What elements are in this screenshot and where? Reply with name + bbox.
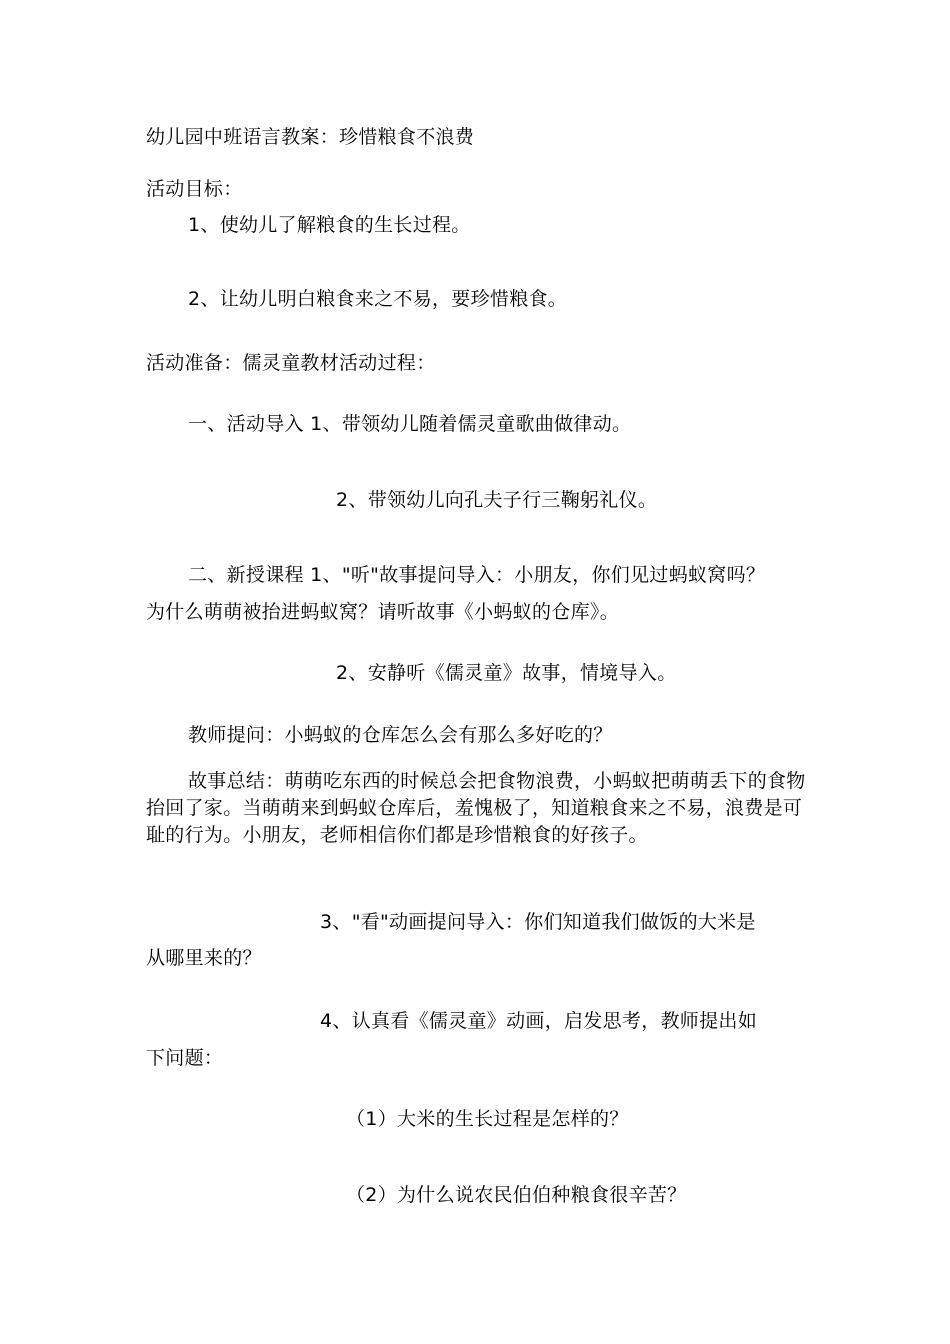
question-1: （1）大米的生长过程是怎样的？ — [346, 1108, 629, 1130]
question-2: （2）为什么说农民伯伯种粮食很辛苦？ — [346, 1184, 687, 1206]
preparation-text: 活动准备：儒灵童教材活动过程： — [146, 352, 436, 374]
goal-2: 2、让幼儿明白粮食来之不易，要珍惜粮食。 — [188, 288, 568, 310]
teacher-question: 教师提问：小蚂蚁的仓库怎么会有那么多好吃的？ — [188, 724, 613, 746]
step-3-line-1: 3、"看"动画提问导入：你们知道我们做饭的大米是 — [320, 911, 756, 933]
document-title: 幼儿园中班语言教案：珍惜粮食不浪费 — [146, 126, 475, 148]
goal-1: 1、使幼儿了解粮食的生长过程。 — [188, 214, 471, 236]
step-2-2: 2、安静听《儒灵童》故事，情境导入。 — [336, 662, 677, 684]
story-summary: 故事总结：萌萌吃东西的时候总会把食物浪费，小蚂蚁把萌萌丢下的食物抬回了家。当萌萌来到蚂蚁仓库后，羞愧极了，知道粮食来之不易，浪费是可耻的行为。小朋友，老师相信你们都是珍惜粮食的好孩子。 — [146, 770, 806, 846]
step-4-line-2: 下问题： — [146, 1047, 224, 1069]
step-4-line-1: 4、认真看《儒灵童》动画，启发思考，教师提出如 — [320, 1010, 757, 1032]
step-2-line-2: 为什么萌萌被抬进蚂蚁窝？请听故事《小蚂蚁的仓库》。 — [146, 601, 620, 623]
step-1-2: 2、带领幼儿向孔夫子行三鞠躬礼仪。 — [336, 489, 658, 511]
step-2-line-1: 二、新授课程 1、"听"故事提问导入：小朋友，你们见过蚂蚁窝吗？ — [188, 564, 766, 586]
step-3-line-2: 从哪里来的？ — [146, 947, 262, 969]
goals-heading: 活动目标： — [146, 178, 243, 200]
step-1: 一、活动导入 1、带领幼儿随着儒灵童歌曲做律动。 — [188, 413, 632, 435]
